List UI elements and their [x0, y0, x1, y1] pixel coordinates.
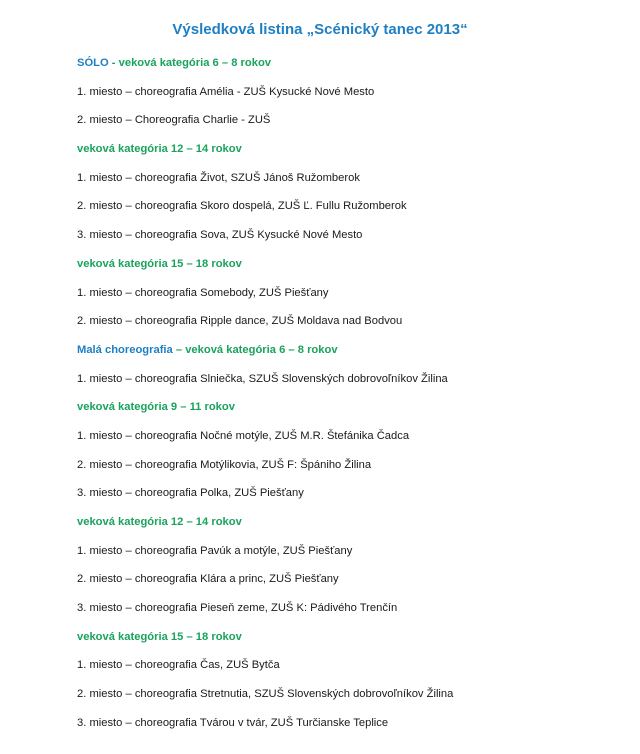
document-title: Výsledková listina „Scénický tanec 2013“ — [172, 21, 468, 38]
heading-green-part: veková kategória 12 – 14 rokov — [77, 143, 242, 156]
result-entry: 2. miesto – Choreografia Charlie - ZUŠ — [77, 114, 271, 127]
category-heading — [77, 255, 617, 284]
heading-green-part: – veková kategória 6 – 8 rokov — [172, 343, 338, 356]
result-entry: 3. miesto – choreografia Polka, ZUŠ Piešťany — [77, 487, 304, 500]
heading-green-part: veková kategória 15 – 18 rokov — [77, 630, 242, 643]
result-entry: 3. miesto – choreografia Tvárou v tvár, ZUŠ Turčianske Teplice — [77, 716, 389, 729]
result-entry: 1. miesto – choreografia Nočné motýle, ZUŠ M.R. Štefánika Čadca — [77, 429, 410, 442]
result-entry: 1. miesto – choreografia Somebody, ZUŠ Piešťany — [77, 286, 329, 299]
heading-green-part: veková kategória 12 – 14 rokov — [77, 516, 242, 528]
result-entry: 2. miesto – choreografia Stretnutia, SZUŠ Slovenských dobrovoľníkov Žilina — [77, 688, 454, 701]
result-entry: 2. miesto – choreografia Ripple dance, ZUŠ Moldava nad Bodvou — [77, 315, 403, 328]
category-heading — [77, 398, 617, 427]
result-entry: 3. miesto – choreografia Sova, ZUŠ Kysucké Nové Mesto — [77, 229, 363, 242]
result-entry: 1. miesto – choreografia Amélia - ZUŠ Kysucké Nové Mesto — [77, 85, 375, 98]
category-heading — [77, 513, 617, 542]
heading-green-part: veková kategória 9 – 11 rokov — [77, 401, 235, 414]
results-list — [77, 54, 617, 743]
result-entry: 1. miesto – choreografia Čas, ZUŠ Bytča — [77, 659, 280, 672]
result-entry: 1. miesto – choreografia Pavúk a motýle, ZUŠ Piešťany — [77, 544, 353, 557]
heading-blue-part: SÓLO — [77, 57, 109, 69]
result-entry: 2. miesto – choreografia Motýlikovia, ZUŠ F: Špániho Žilina — [77, 458, 372, 471]
result-entry: 2. miesto – choreografia Klára a princ, ZUŠ Piešťany — [77, 573, 339, 586]
category-heading — [77, 628, 617, 657]
category-heading — [77, 140, 617, 169]
heading-green-part: - veková kategória 6 – 8 rokov — [108, 57, 272, 69]
category-heading-mala-choreografia — [77, 341, 617, 370]
result-entry: 1. miesto – choreografia Život, SZUŠ Jánoš Ružomberok — [77, 171, 360, 184]
result-entry: 1. miesto – choreografia Slniečka, SZUŠ Slovenských dobrovoľníkov Žilina — [77, 372, 448, 385]
heading-blue-part: Malá choreografia — [77, 343, 173, 356]
category-heading-solo — [77, 54, 617, 83]
heading-green-part: veková kategória 15 – 18 rokov — [77, 257, 242, 270]
result-entry: 3. miesto – choreografia Pieseň zeme, ZUŠ K: Pádivého Trenčín — [77, 602, 398, 615]
result-entry: 2. miesto – choreografia Skoro dospelá, ZUŠ Ľ. Fullu Ružomberok — [77, 200, 407, 213]
